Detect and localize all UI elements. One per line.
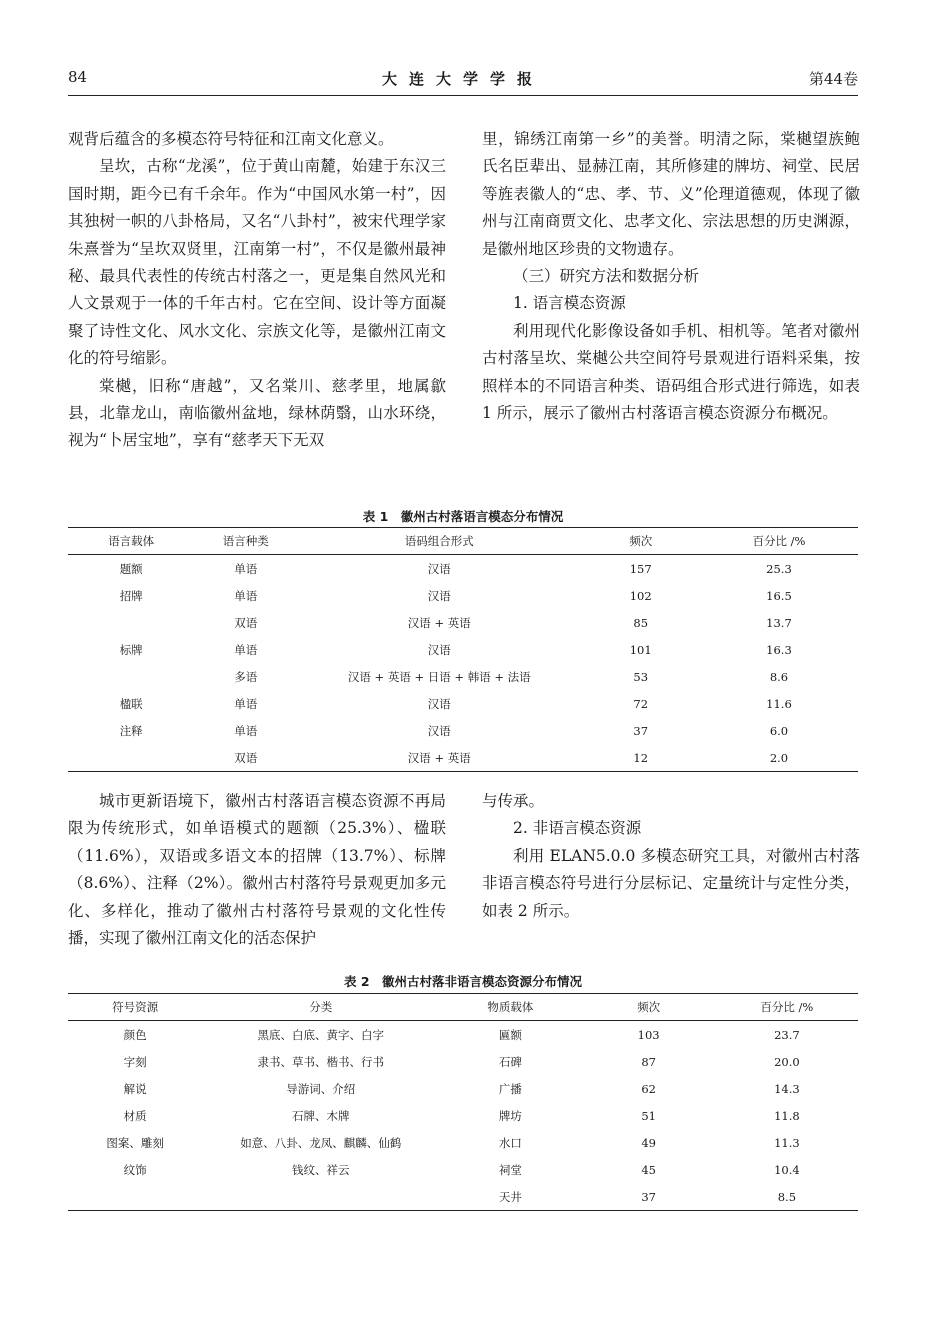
table-cell: 天井 xyxy=(439,1183,581,1211)
table-cell xyxy=(68,609,194,636)
table-cell: 匾额 xyxy=(498,1027,522,1042)
table-cell: 钱纹、祥云 xyxy=(292,1162,350,1177)
table-cell xyxy=(68,1183,202,1211)
table-cell: 16.5 xyxy=(766,588,792,603)
table-cell: 楹联 xyxy=(119,696,143,711)
table-cell: 25.3 xyxy=(766,561,792,576)
journal-title: 大连大学学报 xyxy=(381,70,544,88)
column-header: 语言载体 xyxy=(68,528,194,555)
table1-caption: 表 1 徽州古村落语言模态分布情况 xyxy=(362,509,564,524)
table-cell: 石牌、木牌 xyxy=(292,1108,350,1123)
table-cell: 53 xyxy=(633,669,649,684)
table-cell xyxy=(68,663,194,690)
table-cell: 37 xyxy=(633,723,649,738)
table-cell: 85 xyxy=(633,615,649,630)
table-cell: 51 xyxy=(641,1108,656,1123)
left-column-bottom xyxy=(68,788,446,952)
table-cell: 图案、雕刻 xyxy=(106,1135,164,1150)
table-cell: 石碑 xyxy=(498,1054,522,1069)
table-cell: 双语 xyxy=(194,744,297,772)
table-cell: 45 xyxy=(641,1162,656,1177)
table-cell: 解说 xyxy=(123,1081,147,1096)
column-header: 语码组合形式 xyxy=(297,528,581,555)
table-cell xyxy=(68,744,194,772)
paragraph: 利用现代化影像设备如手机、相机等。笔者对徽州古村落呈坎、棠樾公共空间符号景观进行语料采集，按照样本的不同语言种类、语码组合形式进行筛选，如表 1 所示，展示了徽州古村落语言模态资源分布概况。 xyxy=(482,321,860,423)
table-cell: 11.6 xyxy=(766,696,792,711)
table-cell: 37 xyxy=(581,1183,715,1211)
section-heading: （三）研究方法和数据分析 xyxy=(513,267,700,286)
table1 xyxy=(68,527,858,772)
table-row xyxy=(68,744,858,772)
table-cell: 8.6 xyxy=(769,669,789,684)
table-cell: 20.0 xyxy=(774,1054,800,1069)
table-row xyxy=(68,1075,858,1102)
table-cell: 102 xyxy=(629,588,652,603)
table-cell: 14.3 xyxy=(774,1081,800,1096)
table-cell: 牌坊 xyxy=(498,1108,522,1123)
table-cell: 注释 xyxy=(119,723,143,738)
column-header: 频次 xyxy=(581,994,715,1021)
table-header-row xyxy=(68,528,858,555)
table-cell: 72 xyxy=(633,696,649,711)
header-rule xyxy=(68,95,858,96)
table-cell: 导游词、介绍 xyxy=(286,1081,356,1096)
table-row xyxy=(68,1021,858,1049)
table-cell: 标牌 xyxy=(119,642,143,657)
table-cell: 黑底、白底、黄字、白字 xyxy=(257,1027,385,1042)
right-column-bottom xyxy=(482,788,860,925)
paragraph: 呈坎，古称“龙溪”，位于黄山南麓，始建于东汉三国时期，距今已有千余年。作为“中国风水第一村”，因其独树一帜的八卦格局，又名“八卦村”，被宋代理学家朱熹誉为“呈坎双贤里，江南第一村”，不仅是徽州最神秘、最具代表性的传统古村落之一，更是集自然风光和人文景观于一体的千年古村。它在空间、设计等方面凝聚了诗性文化、风水文化、宗族文化等，是徽州江南文化的符号缩影。 xyxy=(68,157,446,368)
table-cell: 隶书、草书、楷书、行书 xyxy=(257,1054,385,1069)
column-header: 语言种类 xyxy=(194,528,297,555)
left-column-top xyxy=(68,126,446,455)
table-header-row xyxy=(68,994,858,1021)
table-cell: 157 xyxy=(629,561,652,576)
paragraph: 与传承。 xyxy=(482,792,545,810)
column-header: 百分比 /% xyxy=(700,528,858,555)
paragraph: 城市更新语境下，徽州古村落语言模态资源不再局限为传统形式，如单语模式的题额（25.3%）、楹联（11.6%），双语或多语文本的招牌（13.7%）、标牌（8.6%）、注释（2%）。徽州古村落符号景观更加多元化、多样化，推动了徽州古村落符号景观的文化性传播，实现了徽州江南文化的活态保护 xyxy=(68,792,446,948)
table-cell: 11.3 xyxy=(774,1135,800,1150)
table-cell: 广播 xyxy=(498,1081,522,1096)
table-cell: 如意、八卦、龙凤、麒麟、仙鹤 xyxy=(240,1135,402,1150)
table-cell: 汉语 + 英语 xyxy=(407,615,471,630)
table-cell: 10.4 xyxy=(774,1162,800,1177)
table-cell: 单语 xyxy=(234,588,258,603)
table-cell: 汉语 xyxy=(427,642,451,657)
paragraph: 里，锦绣江南第一乡”的美誉。明清之际，棠樾望族鲍氏名臣辈出、显赫江南，其所修建的牌坊、祠堂、民居等旌表徽人的“忠、孝、节、义”伦理道德观，体现了徽州与江南商贾文化、忠孝文化、宗法思想的历史渊源，是徽州地区珍贵的文物遗存。 xyxy=(482,130,860,258)
table-cell: 汉语 xyxy=(427,723,451,738)
table-cell: 祠堂 xyxy=(498,1162,522,1177)
table-cell: 11.8 xyxy=(774,1108,800,1123)
column-header: 频次 xyxy=(581,528,700,555)
table-row xyxy=(68,1129,858,1156)
table-cell: 单语 xyxy=(234,723,258,738)
table-cell: 23.7 xyxy=(774,1027,800,1042)
table-cell: 62 xyxy=(641,1081,656,1096)
column-header: 物质载体 xyxy=(439,994,581,1021)
table-cell: 12 xyxy=(581,744,700,772)
table-cell: 49 xyxy=(641,1135,656,1150)
table-row xyxy=(68,1183,858,1211)
table-row xyxy=(68,690,858,717)
table-cell: 多语 xyxy=(234,669,258,684)
paragraph: 利用 ELAN5.0.0 多模态研究工具，对徽州古村落非语言模态符号进行分层标记、定量统计与定性分类，如表 2 所示。 xyxy=(482,846,860,920)
table-row xyxy=(68,1048,858,1075)
table-cell: 题额 xyxy=(119,561,143,576)
table-cell: 101 xyxy=(629,642,652,657)
column-header: 符号资源 xyxy=(68,994,202,1021)
table-cell: 6.0 xyxy=(769,723,789,738)
table-cell: 单语 xyxy=(234,561,258,576)
table2 xyxy=(68,993,858,1211)
table-row xyxy=(68,1156,858,1183)
table-cell: 颜色 xyxy=(123,1027,147,1042)
table-cell: 单语 xyxy=(234,696,258,711)
table-cell: 103 xyxy=(637,1027,660,1042)
table-row xyxy=(68,717,858,744)
table-cell: 汉语 + 英语 xyxy=(297,744,581,772)
volume-label: 第44卷 xyxy=(808,70,858,88)
subsection-heading: 1. 语言模态资源 xyxy=(513,294,626,313)
table2-caption: 表 2 徽州古村落非语言模态资源分布情况 xyxy=(343,974,583,989)
table-cell: 13.7 xyxy=(766,615,792,630)
table-row xyxy=(68,609,858,636)
table-row xyxy=(68,582,858,609)
table-cell: 8.5 xyxy=(716,1183,858,1211)
right-column-top xyxy=(482,126,860,427)
table-row xyxy=(68,636,858,663)
paragraph: 棠樾，旧称“唐越”，又名棠川、慈孝里，地属歙县，北靠龙山，南临徽州盆地，绿林荫翳，山水环绕，视为“卜居宝地”，享有“慈孝天下无双 xyxy=(68,376,446,450)
table-cell: 汉语 xyxy=(427,561,451,576)
table-cell: 汉语 xyxy=(427,696,451,711)
table-cell: 字刻 xyxy=(123,1054,147,1069)
subsection-heading: 2. 非语言模态资源 xyxy=(513,819,642,838)
table-cell: 水口 xyxy=(498,1135,522,1150)
table-cell: 汉语 xyxy=(427,588,451,603)
table-row xyxy=(68,663,858,690)
table-cell: 双语 xyxy=(234,615,258,630)
table-cell: 单语 xyxy=(234,642,258,657)
column-header: 分类 xyxy=(202,994,439,1021)
table-cell: 招牌 xyxy=(119,588,143,603)
table-cell: 16.3 xyxy=(766,642,792,657)
table-cell: 材质 xyxy=(123,1108,147,1123)
table-cell xyxy=(202,1183,439,1211)
paragraph: 观背后蕴含的多模态符号特征和江南文化意义。 xyxy=(68,130,394,148)
table-row xyxy=(68,555,858,583)
table-row xyxy=(68,1102,858,1129)
table-cell: 2.0 xyxy=(700,744,858,772)
table-cell: 汉语 + 英语 + 日语 + 韩语 + 法语 xyxy=(347,669,531,684)
page-number: 84 xyxy=(68,68,88,86)
running-header xyxy=(68,66,858,92)
table-cell: 87 xyxy=(641,1054,656,1069)
column-header: 百分比 /% xyxy=(716,994,858,1021)
table-cell: 纹饰 xyxy=(123,1162,147,1177)
